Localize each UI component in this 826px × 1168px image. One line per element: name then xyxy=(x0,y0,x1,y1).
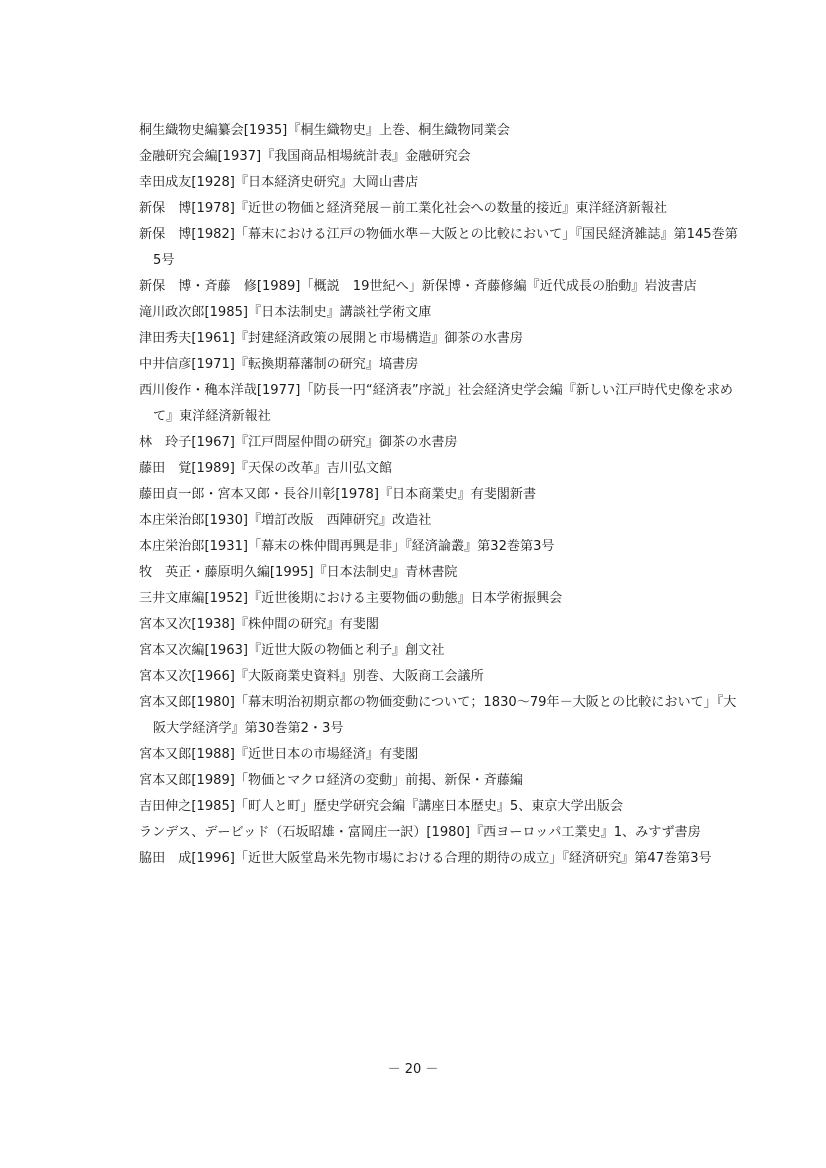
reference-entry: 本庄栄治郎[1930]『増訂改版 西陣研究』改造社 xyxy=(139,513,432,528)
reference-entry: 藤田貞一郎・宮本又郎・長谷川彰[1978]『日本商業史』有斐閣新書 xyxy=(139,487,537,502)
reference-entry: 宮本又次編[1963]『近世大阪の物価と利子』創文社 xyxy=(139,643,445,658)
reference-entry: 桐生織物史編纂会[1935]『桐生織物史』上巻、桐生織物同業会 xyxy=(139,123,510,138)
reference-entry: 新保 博・斉藤 修[1989]「概説 19世紀へ」新保博・斉藤修編『近代成長の胎動』岩波書店 xyxy=(139,279,697,294)
reference-entry: 本庄栄治郎[1931]「幕末の株仲間再興是非」『経済論叢』第32巻第3号 xyxy=(139,539,555,554)
reference-entry: 宮本又郎[1988]『近世日本の市場経済』有斐閣 xyxy=(139,747,419,762)
reference-entry: 新保 博[1982]「幕末における江戸の物価水準－大阪との比較において」『国民経済雑誌』第145巻第5号 xyxy=(139,227,738,268)
reference-entry: 新保 博[1978]『近世の物価と経済発展－前工業化社会への数量的接近』東洋経済新報社 xyxy=(139,201,668,216)
reference-entry: 牧 英正・藤原明久編[1995]『日本法制史』青林書院 xyxy=(139,565,458,580)
reference-entry: 藤田 覚[1989]『天保の改革』吉川弘文館 xyxy=(139,461,393,476)
reference-entry: 金融研究会編[1937]『我国商品相場統計表』金融研究会 xyxy=(139,149,471,164)
reference-entry: 西川俊作・穐本洋哉[1977]「防長一円“経済表”序説」社会経済史学会編『新しい江戸時代史像を求めて』東洋経済新報社 xyxy=(139,383,733,424)
reference-entry: 宮本又次[1966]『大阪商業史資料』別巻、大阪商工会議所 xyxy=(139,669,484,684)
reference-entry: ランデス、デービッド（石坂昭雄・富岡庄一訳）[1980]『西ヨーロッパ工業史』1、みすず書房 xyxy=(139,825,701,840)
reference-entry: 中井信彦[1971]『転換期幕藩制の研究』塙書房 xyxy=(139,357,419,372)
reference-entry: 津田秀夫[1961]『封建経済政策の展開と市場構造』御茶の水書房 xyxy=(139,331,523,346)
reference-entry: 三井文庫編[1952]『近世後期における主要物価の動態』日本学術振興会 xyxy=(139,591,563,606)
reference-entry: 脇田 成[1996]「近世大阪堂島米先物市場における合理的期待の成立」『経済研究』第47巻第3号 xyxy=(139,851,712,866)
reference-entry: 幸田成友[1928]『日本経済史研究』大岡山書店 xyxy=(139,175,419,190)
reference-entry: 林 玲子[1967]『江戸問屋仲間の研究』御茶の水書房 xyxy=(139,435,458,450)
bibliography-list xyxy=(139,118,739,872)
reference-entry: 吉田伸之[1985]「町人と町」歴史学研究会編『講座日本歴史』5、東京大学出版会 xyxy=(139,799,623,814)
page-number: － 20 － xyxy=(387,1062,439,1077)
reference-entry: 宮本又郎[1980]「幕末明治初期京都の物価変動について；1830～79年－大阪との比較において」『大阪大学経済学』第30巻第2・3号 xyxy=(139,695,737,736)
reference-entry: 宮本又次[1938]『株仲間の研究』有斐閣 xyxy=(139,617,379,632)
reference-entry: 宮本又郎[1989]「物価とマクロ経済の変動」前掲、新保・斉藤編 xyxy=(139,773,523,788)
reference-entry: 滝川政次郎[1985]『日本法制史』講談社学術文庫 xyxy=(139,305,432,320)
